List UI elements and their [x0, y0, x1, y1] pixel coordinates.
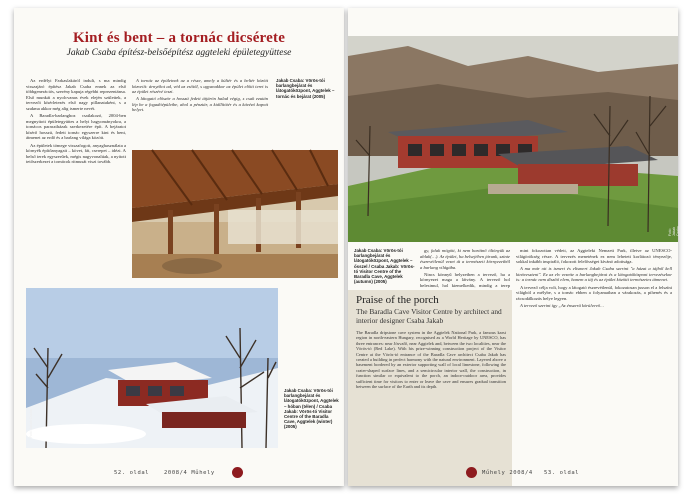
winter-scene-illustration: [26, 288, 278, 448]
center-text-column: [420, 248, 510, 296]
photo-caption: Jakab Csaba: Vörös-tói barlangbejárat és látogatóközpont, Aggtelek – ősszel / Csaba Jakab: Vörös-tó Visitor Centre of the Baradla Cave, Aggtelek (autumn) (2005): [354, 248, 415, 285]
english-summary-body: The Baradla dripstone cave system in the Aggtelek National Park, a famous karst region in north-eastern Hungary, recognised as a World Heritage by UNESCO, has three entrances: near Jósvafő, near Aggtelek and, between the two localities, near the Vörös-tó (Red Lake). With his prize-winning construction project of the Visitor Centre at the Vörös-tó entrance of the Baradla Cave architect Csaba Jakab has created a building in perfect harmony with the natural environment. Layered above a basement bordered by an exterior supporting wall of local limestone, following the crater-shaped surface lines, and a semicircular interior wall, the construction, in function similar or equivalent to the porch, an indoor-outdoor area, provides sufficient time for visitors to enter or leave the cave and ensures gradual transition between the surface of the Earth and its depth.: [356, 330, 506, 390]
paragraph: Nincs könnyű helyzetben a tervező, ha a környezet maga a látvány. A tervező hol belesimul, hol kiemelkedik, mindig a terep: [420, 271, 510, 289]
paragraph: A tervező célja volt, hogy a látogató észrevétlenül, fokozatosan jusson el a felszíni világból a mélybe, s a tornác ebben a folyamatban a várakozás, a pihenés és a rácsodálkozás helye legyen.: [516, 284, 672, 301]
photo-caption: Jakab Csaba: Vörös-tói barlangbejárat és látogatóközpont, Aggtelek – hóban (télen) / Csaba Jakab: Vörös-tó Visitor Centre of the Baradla Cave, Aggtelek (winter) (2005): [284, 388, 339, 430]
left-page: [14, 8, 344, 486]
footer-issue: 2008/4 Műhely: [164, 470, 215, 476]
right-page: [348, 8, 678, 486]
paragraph: A tervező szerint így „Az énszerű körülvevő…: [520, 302, 605, 308]
right-text-column: [516, 248, 672, 310]
article-title: Kint és bent – a tornác dicsérete: [72, 30, 286, 46]
photo-caption: Jakab Csaba: Vörös-tói barlangbejárat és látogatóközpont, Aggtelek – tornác és bejárat (2005): [276, 78, 335, 99]
paragraph: mint fokozottan védett, az Aggteleki Nemzeti Park, illetve az UNESCO-világörökség része. A tervezés menetének ez nem lehetett korlátozó tényezője, sokkal inkább inspiráló, fokozott felelősséget kívánó adottsága.: [516, 248, 672, 265]
porch-interior-illustration: [132, 150, 338, 278]
paragraph: A ma már ott is ismert és elismert Jakab Csaba szerint "a házat a tájból kell kinöveszteni". Ez az elv vezette a barlangbejárat és a látogatóközpont tervezésekor is: a tornác nem díszítő elem, hanem a táj és az épület közötti természetes átmenet.: [516, 266, 672, 283]
magazine-seal-icon: [466, 467, 477, 478]
porch-interior-photo: [132, 150, 338, 278]
article-subtitle: Jakab Csaba építész-belsőépítész aggteleki épületegyüttese: [66, 48, 292, 58]
autumn-photo: [348, 36, 678, 242]
photo-credit: Fotó: Jakab Csaba: [668, 226, 680, 236]
paragraph: Az épületek tömege visszafogott, anyaghasználata a környék építőanyagait – követ, fát, cserepet – idézi. A belső terek egyszerűek, mégis nagyvonalúak, a nyitott tetőszerkezet a tornácok ritmusát viszi tovább.: [26, 142, 126, 165]
photo-credit: Fotó: Jakab Csaba: [29, 409, 33, 438]
left-text-column: [26, 78, 126, 166]
paragraph: A Baradla-barlanghoz csatlakozó, 2004-ben megnyitott épületegyüttes a helyi hagyományokra, a tornácos parasztházak szerkezetére épít. A bejáratot kísérő hosszú, fedett tornác egyszerre kint és bent, átmenet az erdő és a barlang világa között.: [26, 113, 126, 141]
footer-page-number: 52. oldal: [114, 470, 150, 476]
magazine-seal-icon: [232, 467, 243, 478]
english-summary-subtitle: The Baradla Cave Visitor Centre by architect and interior designer Csaba Jakab: [356, 307, 502, 325]
middle-text-column: [132, 78, 268, 115]
paragraph: A tornác az épületnek az a része, amely a kültér és a beltér között közvetít: árnyékot ad, véd az esőtől, s ugyanakkor az épület előtti teret is az épület részévé teszi.: [132, 78, 268, 95]
autumn-landscape-illustration: [348, 36, 678, 242]
paragraph: A látogató először a hosszú fedett átjárón halad végig, s csak ezután lép be a fogadóépületbe, ahol a pénztár, a kiállítótér és a kávézó kapott helyet.: [132, 96, 268, 113]
winter-photo: [26, 288, 278, 448]
magazine-spread: [14, 8, 678, 488]
english-summary-title: Praise of the porch: [356, 294, 439, 306]
footer-issue: Műhely 2008/4: [482, 470, 533, 476]
footer-page-number: 53. oldal: [544, 470, 580, 476]
paragraph: Az erdélyi Farkaslakáról indult, s ma mindig visszajáró építész Jakab Csaba ennek az első többgenerációs, szerény kapuja régebbi reprezentánsa. Első munkái a nyolcvanas évek elején születtek, a tervezői kísérletezés első nagy pillanataként, s a szakma akkor még alig ismerte nevét.: [26, 78, 126, 111]
paragraph: gy, falak mögött, ki nem barátnő öltönyük az ablak(…). Az épület, ha belsejében járunk, szinte észrevétlenül vezet át a természeti környezetből a barlang világába.: [420, 248, 510, 270]
